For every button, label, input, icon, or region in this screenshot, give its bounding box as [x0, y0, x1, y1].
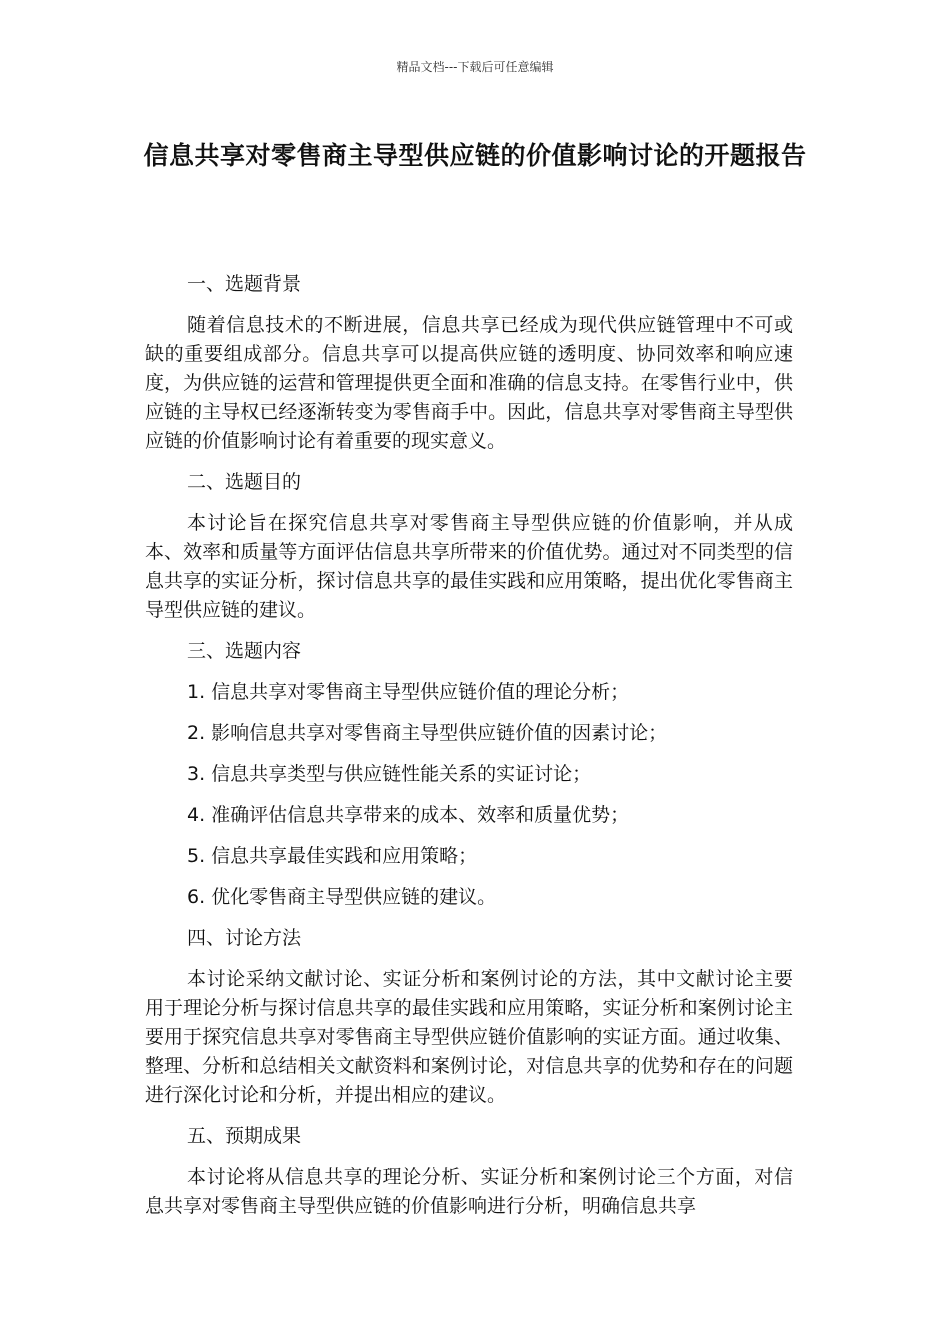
- section-paragraph-method: 本讨论采纳文献讨论、实证分析和案例讨论的方法，其中文献讨论主要用于理论分析与探讨信息共享的最佳实践和应用策略，实证分析和案例讨论主要用于探究信息共享对零售商主导型供应链价值影响的实证方面。通过收集、整理、分析和总结相关文献资料和案例讨论，对信息共享的优势和存在的问题进行深化讨论和分析，并提出相应的建议。: [145, 968, 793, 1106]
- section-heading-purpose: 二、选题目的: [187, 471, 302, 493]
- content-list-item: 1. 信息共享对零售商主导型供应链价值的理论分析；: [187, 681, 630, 703]
- section-heading-method: 四、讨论方法: [187, 927, 302, 949]
- document-body: [145, 270, 793, 1233]
- section-heading-content: 三、选题内容: [187, 640, 302, 662]
- section-paragraph-background: 随着信息技术的不断进展，信息共享已经成为现代供应链管理中不可或缺的重要组成部分。信息共享可以提高供应链的透明度、协同效率和响应速度，为供应链的运营和管理提供更全面和准确的信息支持。在零售行业中，供应链的主导权已经逐渐转变为零售商手中。因此，信息共享对零售商主导型供应链的价值影响讨论有着重要的现实意义。: [145, 314, 793, 452]
- section-heading-results: 五、预期成果: [187, 1125, 302, 1147]
- document-title: 信息共享对零售商主导型供应链的价值影响讨论的开题报告: [143, 141, 807, 170]
- content-list-item: 6. 优化零售商主导型供应链的建议。: [187, 886, 497, 908]
- section-heading-background: 一、选题背景: [187, 273, 302, 295]
- section-paragraph-results: 本讨论将从信息共享的理论分析、实证分析和案例讨论三个方面，对信息共享对零售商主导型供应链的价值影响进行分析，明确信息共享: [145, 1166, 793, 1217]
- content-list-item: 5. 信息共享最佳实践和应用策略；: [187, 845, 478, 867]
- content-list-item: 4. 准确评估信息共享带来的成本、效率和质量优势；: [187, 804, 630, 826]
- section-paragraph-purpose: 本讨论旨在探究信息共享对零售商主导型供应链的价值影响，并从成本、效率和质量等方面评估信息共享所带来的价值优势。通过对不同类型的信息共享的实证分析，探讨信息共享的最佳实践和应用策略，提出优化零售商主导型供应链的建议。: [145, 512, 793, 621]
- content-list-item: 2. 影响信息共享对零售商主导型供应链价值的因素讨论；: [187, 722, 668, 744]
- content-list-item: 3. 信息共享类型与供应链性能关系的实证讨论；: [187, 763, 592, 785]
- header-note: 精品文档---下载后可任意编辑: [396, 60, 554, 74]
